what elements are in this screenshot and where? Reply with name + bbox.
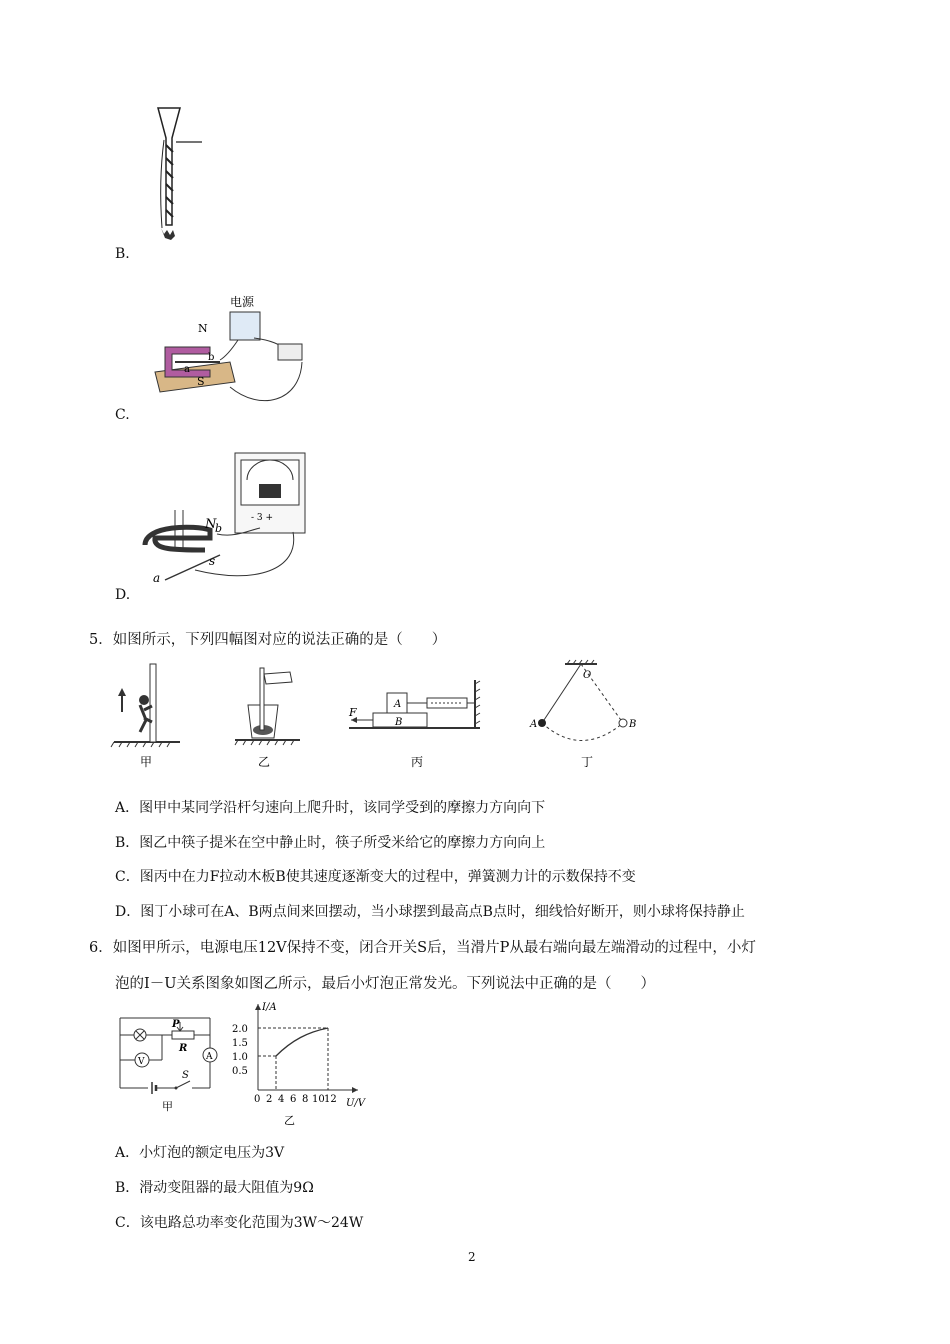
q6-stem-line2: 泡的I－U关系图象如图乙所示，最后小灯泡正常发光。下列说法中正确的是（ ）: [115, 976, 655, 992]
svg-text:6: 6: [290, 1094, 297, 1105]
svg-text:A: A: [530, 719, 538, 730]
q5-figure-bing: [345, 660, 490, 770]
svg-text:a: a: [153, 571, 161, 585]
svg-text:2.0: 2.0: [232, 1024, 248, 1035]
svg-text:V: V: [138, 1057, 145, 1067]
page-number: 2: [468, 1250, 476, 1264]
svg-text:B: B: [395, 717, 403, 728]
svg-text:A: A: [394, 699, 402, 710]
svg-text:B: B: [629, 719, 637, 730]
svg-text:2: 2: [266, 1094, 273, 1105]
svg-text:A: A: [206, 1052, 213, 1062]
q4-option-c-label: C.: [115, 407, 130, 423]
q5-option-c: C．图丙中在力F拉动木板B使其速度逐渐变大的过程中，弹簧测力计的示数保持不变: [115, 869, 636, 885]
circuit-caption: 甲: [162, 1100, 173, 1113]
svg-text:s: s: [209, 554, 216, 568]
q5-option-d: D．图丁小球可在A、B两点间来回摆动，当小球摆到最高点B点时，细线恰好断开，则小球将保持静止: [115, 904, 745, 920]
svg-text:1.0: 1.0: [232, 1052, 248, 1063]
caption-bing: 丙: [411, 755, 424, 769]
q6-stem-line1: 6．如图甲所示，电源电压12V保持不变，闭合开关S后，当滑片P从最右端向最左端滑动的过程中，小灯: [89, 940, 756, 956]
svg-text:4: 4: [278, 1094, 285, 1105]
svg-text:0: 0: [254, 1094, 261, 1105]
svg-text:O: O: [583, 670, 592, 681]
q4-option-b-label: B.: [115, 246, 130, 262]
svg-text:N: N: [205, 517, 217, 532]
svg-text:F: F: [349, 706, 357, 719]
q6-option-a: A．小灯泡的额定电压为3V: [115, 1145, 285, 1161]
graph-xlabel: U/V: [346, 1098, 366, 1109]
q6-option-b: B．滑动变阻器的最大阻值为9Ω: [115, 1180, 314, 1196]
svg-text:R: R: [179, 1043, 188, 1054]
caption-ding: 丁: [581, 755, 594, 769]
q5-option-b: B．图乙中筷子提米在空中静止时，筷子所受米给它的摩擦力方向向上: [115, 835, 546, 851]
svg-text:b: b: [215, 522, 223, 535]
q4-option-b-figure: [140, 100, 220, 260]
q6-iu-graph: [228, 998, 368, 1128]
q6-option-c: C．该电路总功率变化范围为3W～24W: [115, 1215, 364, 1231]
svg-text:S: S: [182, 1070, 189, 1081]
svg-text:12: 12: [324, 1094, 337, 1105]
power-label: 电源: [230, 295, 255, 309]
q4-option-c-figure: [150, 292, 320, 412]
svg-text:b: b: [208, 352, 215, 363]
q5-figure-ding: [525, 658, 645, 770]
svg-text:8: 8: [302, 1094, 309, 1105]
q5-figure-yi: [230, 660, 310, 770]
graph-ylabel: I/A: [262, 1002, 277, 1013]
svg-text:a: a: [184, 364, 190, 375]
q4-option-d-label: D.: [115, 587, 131, 603]
caption-yi: 乙: [258, 755, 271, 769]
q6-circuit-figure: [110, 1000, 225, 1115]
svg-text:N: N: [198, 322, 208, 335]
svg-text:P: P: [172, 1019, 180, 1030]
caption-jia: 甲: [140, 755, 153, 769]
graph-caption: 乙: [284, 1114, 295, 1127]
svg-text:1.5: 1.5: [232, 1038, 248, 1049]
q5-option-a: A．图甲中某同学沿杆匀速向上爬升时，该同学受到的摩擦力方向向下: [115, 800, 546, 816]
q4-option-d-figure: [135, 450, 320, 585]
svg-text:10: 10: [312, 1094, 325, 1105]
q5-figure-jia: [110, 660, 185, 770]
q5-stem: 5．如图所示，下列四幅图对应的说法正确的是（ ）: [89, 632, 447, 648]
svg-text:S: S: [197, 375, 205, 388]
svg-text:0.5: 0.5: [232, 1066, 248, 1077]
svg-text:- 3 +: - 3 +: [251, 513, 274, 523]
